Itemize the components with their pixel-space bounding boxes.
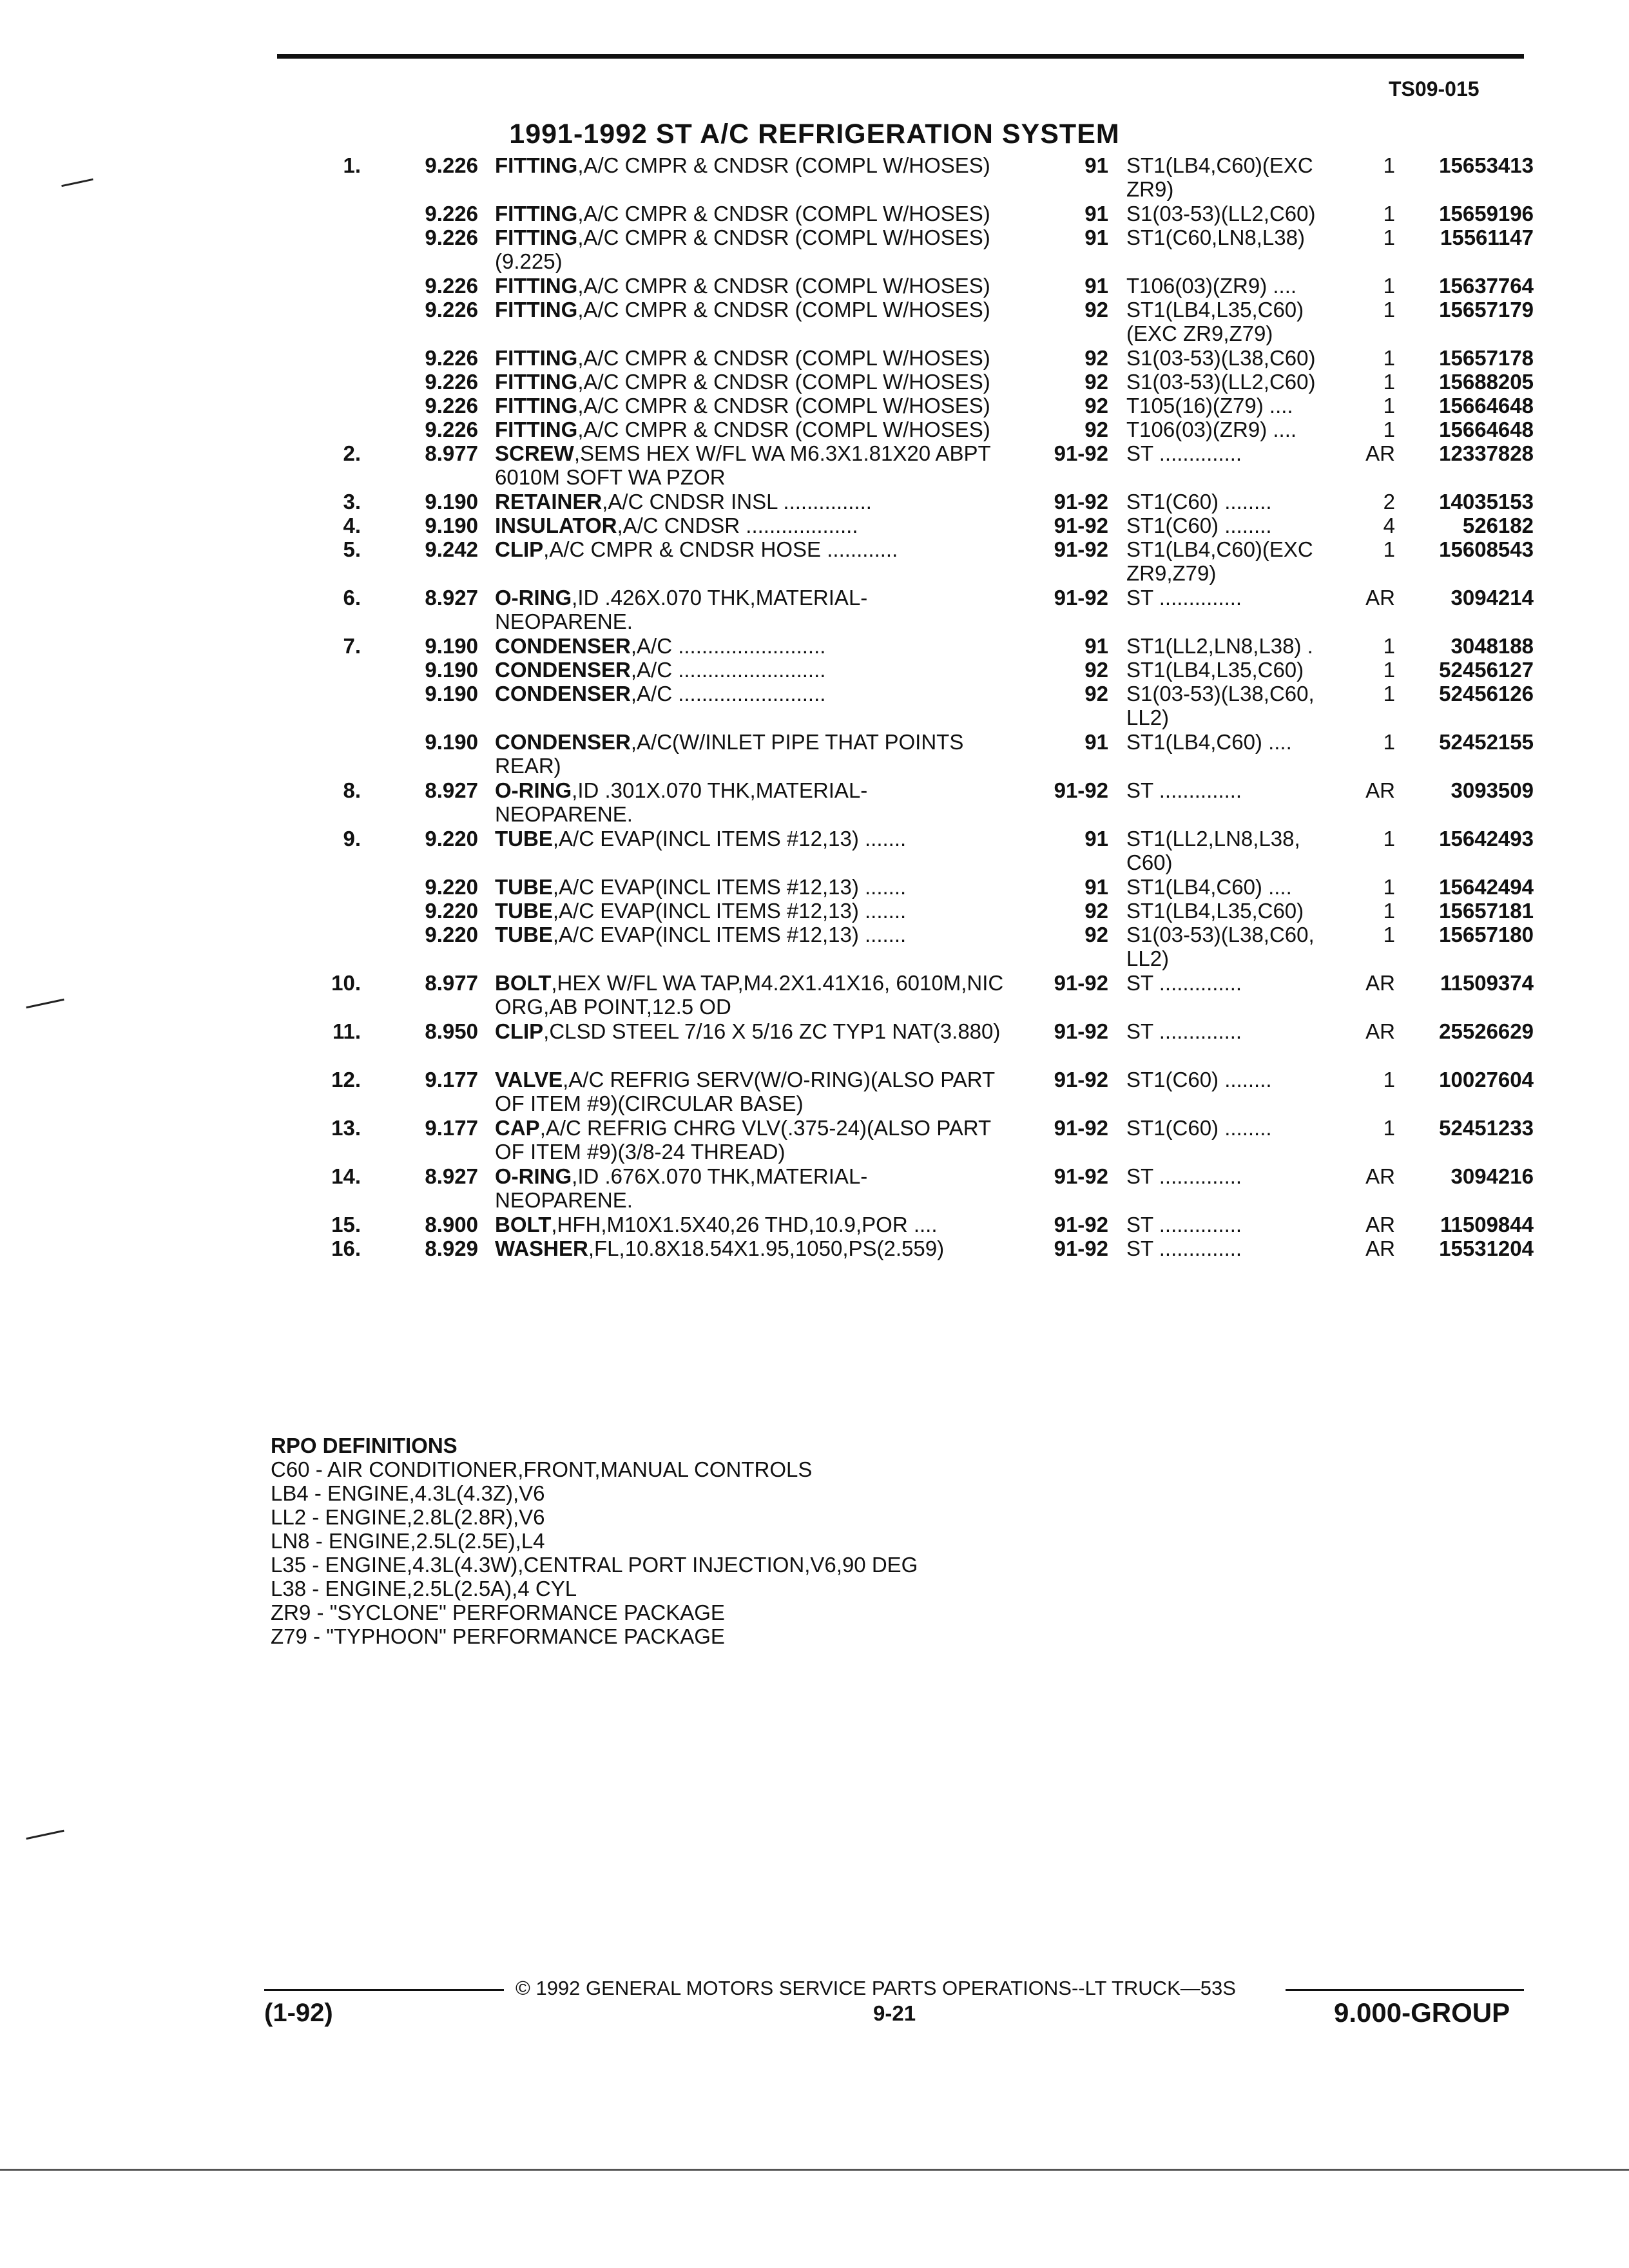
item-number: 15. xyxy=(331,1213,361,1236)
part-spec: ,A/C ......................... xyxy=(630,634,826,658)
part-description xyxy=(495,537,1010,561)
quantity: AR xyxy=(1365,1213,1395,1236)
part-number: 526182 xyxy=(1462,514,1534,537)
group-number: 8.927 xyxy=(425,1164,478,1188)
group-number: 9.190 xyxy=(425,634,478,658)
group-number: 9.190 xyxy=(425,730,478,754)
application: ST .............. xyxy=(1126,778,1242,802)
quantity: AR xyxy=(1365,971,1395,995)
footer-group: 9.000-GROUP xyxy=(1334,1997,1510,2028)
application: T105(16)(Z79) .... xyxy=(1126,394,1293,418)
quantity: 1 xyxy=(1383,202,1395,226)
application: S1(03-53)(LL2,C60) xyxy=(1126,202,1316,226)
group-number: 8.977 xyxy=(425,441,478,465)
group-number: 9.226 xyxy=(425,153,478,177)
model-year: 91-92 xyxy=(1054,1236,1108,1260)
quantity: 1 xyxy=(1383,153,1395,177)
part-spec: ,A/C CMPR & CNDSR (COMPL W/HOSES) xyxy=(577,370,990,394)
part-number: 3094216 xyxy=(1451,1164,1534,1188)
part-name: CONDENSER xyxy=(495,682,631,706)
quantity: 1 xyxy=(1383,1068,1395,1091)
part-name: CLIP xyxy=(495,537,544,561)
part-description xyxy=(495,923,1010,947)
group-number: 9.242 xyxy=(425,537,478,561)
top-rule xyxy=(277,54,1524,59)
part-description xyxy=(495,418,1010,441)
group-number: 8.900 xyxy=(425,1213,478,1236)
part-spec: ,SEMS HEX W/FL WA M6.3X1.81X20 ABPT 6010M SOFT WA PZOR xyxy=(495,441,991,489)
application: S1(03-53)(L38,C60, LL2) xyxy=(1126,682,1315,729)
quantity: 1 xyxy=(1383,537,1395,561)
model-year: 92 xyxy=(1084,370,1108,394)
part-name: FITTING xyxy=(495,153,578,177)
item-number: 11. xyxy=(332,1019,361,1043)
model-year: 91-92 xyxy=(1054,971,1108,995)
part-name: FITTING xyxy=(495,370,578,394)
part-number: 15561147 xyxy=(1440,226,1534,249)
application: ST1(LL2,LN8,L38, C60) xyxy=(1126,827,1300,874)
part-description xyxy=(495,1116,1010,1164)
part-spec: ,A/C CMPR & CNDSR (COMPL W/HOSES) xyxy=(577,298,990,322)
model-year: 91-92 xyxy=(1054,441,1108,465)
part-name: FITTING xyxy=(495,298,578,322)
group-number: 8.929 xyxy=(425,1236,478,1260)
group-number: 9.190 xyxy=(425,514,478,537)
part-description xyxy=(495,634,1010,658)
quantity: AR xyxy=(1365,1164,1395,1188)
part-description xyxy=(495,778,1010,826)
model-year: 91-92 xyxy=(1054,1164,1108,1188)
item-number: 4. xyxy=(343,514,361,537)
part-number: 11509374 xyxy=(1440,971,1534,995)
item-number: 13. xyxy=(331,1116,361,1140)
item-number: 5. xyxy=(343,537,361,561)
part-name: SCREW xyxy=(495,441,574,465)
part-number: 52452155 xyxy=(1439,730,1534,754)
part-name: FITTING xyxy=(495,226,578,249)
application: ST1(LB4,L35,C60) xyxy=(1126,658,1304,682)
part-description xyxy=(495,1019,1010,1043)
rpo-line: L35 - ENGINE,4.3L(4.3W),CENTRAL PORT INJECTION,V6,90 DEG xyxy=(271,1553,918,1577)
quantity: AR xyxy=(1365,441,1395,465)
model-year: 92 xyxy=(1084,658,1108,682)
part-number: 3048188 xyxy=(1451,634,1534,658)
application: ST .............. xyxy=(1126,1236,1242,1260)
model-year: 91-92 xyxy=(1054,1068,1108,1091)
part-number: 52456127 xyxy=(1439,658,1534,682)
rpo-line: LN8 - ENGINE,2.5L(2.5E),L4 xyxy=(271,1529,545,1553)
item-number: 3. xyxy=(343,490,361,514)
group-number: 9.226 xyxy=(425,394,478,418)
part-number: 25526629 xyxy=(1439,1019,1534,1043)
model-year: 92 xyxy=(1084,394,1108,418)
part-description xyxy=(495,346,1010,370)
part-name: FITTING xyxy=(495,274,578,298)
part-name: TUBE xyxy=(495,827,553,850)
part-number: 15659196 xyxy=(1439,202,1534,226)
part-number: 15657178 xyxy=(1439,346,1534,370)
part-number: 10027604 xyxy=(1439,1068,1534,1091)
model-year: 92 xyxy=(1084,346,1108,370)
application: ST1(C60) ........ xyxy=(1126,490,1272,514)
part-number: 14035153 xyxy=(1439,490,1534,514)
part-spec: ,A/C CMPR & CNDSR (COMPL W/HOSES)(9.225) xyxy=(495,226,990,273)
part-spec: ,A/C CMPR & CNDSR (COMPL W/HOSES) xyxy=(577,346,990,370)
quantity: 1 xyxy=(1383,730,1395,754)
part-spec: ,HEX W/FL WA TAP,M4.2X1.41X16, 6010M,NIC ORG,AB POINT,12.5 OD xyxy=(495,971,1004,1019)
quantity: 4 xyxy=(1383,514,1395,537)
quantity: 1 xyxy=(1383,899,1395,923)
part-description xyxy=(495,899,1010,923)
item-number: 6. xyxy=(343,586,361,610)
quantity: AR xyxy=(1365,586,1395,610)
model-year: 91-92 xyxy=(1054,514,1108,537)
part-spec: ,A/C EVAP(INCL ITEMS #12,13) ....... xyxy=(552,875,907,899)
model-year: 91 xyxy=(1084,730,1108,754)
model-year: 91 xyxy=(1084,634,1108,658)
application: ST .............. xyxy=(1126,1019,1242,1043)
group-number: 8.927 xyxy=(425,778,478,802)
application: ST1(C60) ........ xyxy=(1126,1116,1272,1140)
quantity: 1 xyxy=(1383,875,1395,899)
rpo-line: ZR9 - "SYCLONE" PERFORMANCE PACKAGE xyxy=(271,1600,725,1624)
part-description xyxy=(495,274,1010,298)
application: ST .............. xyxy=(1126,1164,1242,1188)
part-number: 15664648 xyxy=(1439,418,1534,441)
part-name: CONDENSER xyxy=(495,634,631,658)
rpo-definitions xyxy=(271,1434,918,1648)
part-description xyxy=(495,1236,1010,1260)
part-spec: ,A/C CMPR & CNDSR (COMPL W/HOSES) xyxy=(577,394,990,418)
quantity: 1 xyxy=(1383,274,1395,298)
model-year: 91 xyxy=(1084,153,1108,177)
part-name: RETAINER xyxy=(495,490,602,514)
rpo-line: C60 - AIR CONDITIONER,FRONT,MANUAL CONTROLS xyxy=(271,1457,813,1481)
part-description xyxy=(495,441,1010,489)
part-spec: ,CLSD STEEL 7/16 X 5/16 ZC TYP1 NAT(3.880) xyxy=(543,1019,1001,1043)
model-year: 91-92 xyxy=(1054,1213,1108,1236)
application: T106(03)(ZR9) .... xyxy=(1126,418,1297,441)
quantity: 1 xyxy=(1383,394,1395,418)
model-year: 91-92 xyxy=(1054,490,1108,514)
part-number: 12337828 xyxy=(1439,441,1534,465)
part-description xyxy=(495,490,1010,514)
footer-date: (1-92) xyxy=(264,1999,333,2027)
footer-rule-right xyxy=(1286,1989,1524,1991)
group-number: 9.220 xyxy=(425,875,478,899)
group-number: 9.226 xyxy=(425,370,478,394)
quantity: AR xyxy=(1365,1019,1395,1043)
part-name: FITTING xyxy=(495,202,578,226)
part-description xyxy=(495,658,1010,682)
group-number: 9.226 xyxy=(425,226,478,249)
item-number: 1. xyxy=(343,153,361,177)
group-number: 9.226 xyxy=(425,346,478,370)
rpo-heading: RPO DEFINITIONS xyxy=(271,1434,458,1457)
part-description xyxy=(495,298,1010,322)
part-spec: ,ID .301X.070 THK,MATERIAL- NEOPARENE. xyxy=(495,778,868,826)
scan-mark xyxy=(26,999,64,1008)
part-description xyxy=(495,394,1010,418)
group-number: 9.226 xyxy=(425,298,478,322)
application: T106(03)(ZR9) .... xyxy=(1126,274,1297,298)
part-description xyxy=(495,827,1010,850)
part-description xyxy=(495,586,1010,633)
part-number: 15608543 xyxy=(1439,537,1534,561)
model-year: 92 xyxy=(1084,418,1108,441)
part-spec: ,A/C CMPR & CNDSR (COMPL W/HOSES) xyxy=(577,274,990,298)
page-title: 1991-1992 ST A/C REFRIGERATION SYSTEM xyxy=(509,119,1120,149)
group-number: 9.190 xyxy=(425,658,478,682)
application: ST1(LB4,L35,C60) xyxy=(1126,899,1304,923)
application: ST1(LB4,C60) .... xyxy=(1126,875,1292,899)
quantity: 1 xyxy=(1383,346,1395,370)
part-number: 11509844 xyxy=(1440,1213,1534,1236)
part-number: 52451233 xyxy=(1439,1116,1534,1140)
group-number: 9.190 xyxy=(425,490,478,514)
group-number: 9.226 xyxy=(425,274,478,298)
part-spec: ,A/C CNDSR ................... xyxy=(617,514,858,537)
part-spec: ,A/C EVAP(INCL ITEMS #12,13) ....... xyxy=(552,899,907,923)
part-name: CONDENSER xyxy=(495,658,631,682)
rpo-line: Z79 - "TYPHOON" PERFORMANCE PACKAGE xyxy=(271,1624,725,1648)
application: ST1(LB4,C60) .... xyxy=(1126,730,1292,754)
part-spec: ,A/C CMPR & CNDSR (COMPL W/HOSES) xyxy=(577,202,990,226)
model-year: 91 xyxy=(1084,202,1108,226)
part-name: INSULATOR xyxy=(495,514,617,537)
group-number: 9.220 xyxy=(425,923,478,947)
item-number: 9. xyxy=(343,827,361,850)
part-number: 52456126 xyxy=(1439,682,1534,706)
group-number: 9.177 xyxy=(425,1116,478,1140)
part-name: FITTING xyxy=(495,418,578,441)
part-spec: ,A/C EVAP(INCL ITEMS #12,13) ....... xyxy=(552,827,907,850)
application: S1(03-53)(LL2,C60) xyxy=(1126,370,1316,394)
part-number: 15657181 xyxy=(1439,899,1534,923)
item-number: 14. xyxy=(331,1164,361,1188)
group-number: 9.226 xyxy=(425,418,478,441)
scan-mark xyxy=(61,178,93,187)
part-spec: ,A/C REFRIG SERV(W/O-RING)(ALSO PART OF ITEM #9)(CIRCULAR BASE) xyxy=(495,1068,995,1115)
item-number: 16. xyxy=(331,1236,361,1260)
part-name: VALVE xyxy=(495,1068,563,1091)
part-description xyxy=(495,226,1010,273)
group-number: 9.226 xyxy=(425,202,478,226)
application: ST1(C60) ........ xyxy=(1126,514,1272,537)
item-number: 12. xyxy=(331,1068,361,1091)
part-description xyxy=(495,153,1010,177)
part-name: TUBE xyxy=(495,923,553,947)
model-year: 91-92 xyxy=(1054,586,1108,610)
model-year: 91 xyxy=(1084,226,1108,249)
application: ST .............. xyxy=(1126,1213,1242,1236)
application: ST1(LB4,C60)(EXC ZR9,Z79) xyxy=(1126,537,1313,585)
group-number: 8.950 xyxy=(425,1019,478,1043)
part-name: O-RING xyxy=(495,1164,572,1188)
rpo-line: LB4 - ENGINE,4.3L(4.3Z),V6 xyxy=(271,1481,545,1505)
part-description xyxy=(495,1068,1010,1115)
application: ST .............. xyxy=(1126,441,1242,465)
item-number: 8. xyxy=(343,778,361,802)
model-year: 92 xyxy=(1084,899,1108,923)
model-year: 91 xyxy=(1084,875,1108,899)
part-spec: ,A/C ......................... xyxy=(630,658,826,682)
part-spec: ,FL,10.8X18.54X1.95,1050,PS(2.559) xyxy=(588,1236,945,1260)
footer-copyright: © 1992 GENERAL MOTORS SERVICE PARTS OPERATIONS--LT TRUCK—53S xyxy=(516,1977,1236,1999)
application: ST .............. xyxy=(1126,586,1242,610)
quantity: 1 xyxy=(1383,634,1395,658)
model-year: 92 xyxy=(1084,682,1108,706)
item-number: 7. xyxy=(343,634,361,658)
part-number: 3093509 xyxy=(1451,778,1534,802)
quantity: 1 xyxy=(1383,923,1395,947)
model-year: 91-92 xyxy=(1054,537,1108,561)
rpo-line: LL2 - ENGINE,2.8L(2.8R),V6 xyxy=(271,1505,545,1529)
part-name: BOLT xyxy=(495,971,552,995)
part-spec: ,ID .676X.070 THK,MATERIAL- NEOPARENE. xyxy=(495,1164,868,1212)
part-spec: ,A/C CMPR & CNDSR HOSE ............ xyxy=(543,537,898,561)
model-year: 91 xyxy=(1084,827,1108,850)
group-number: 8.977 xyxy=(425,971,478,995)
part-description xyxy=(495,1213,1010,1236)
quantity: 2 xyxy=(1383,490,1395,514)
application: ST1(LB4,L35,C60) (EXC ZR9,Z79) xyxy=(1126,298,1304,345)
part-description xyxy=(495,202,1010,226)
item-number: 2. xyxy=(343,441,361,465)
page-number: 9-21 xyxy=(873,2001,916,2025)
part-description xyxy=(495,370,1010,394)
application: S1(03-53)(L38,C60) xyxy=(1126,346,1316,370)
part-name: WASHER xyxy=(495,1236,588,1260)
model-year: 91-92 xyxy=(1054,1019,1108,1043)
rpo-line: L38 - ENGINE,2.5L(2.5A),4 CYL xyxy=(271,1577,577,1600)
part-description xyxy=(495,514,1010,537)
application: ST .............. xyxy=(1126,971,1242,995)
quantity: 1 xyxy=(1383,1116,1395,1140)
part-description xyxy=(495,971,1010,1019)
part-spec: ,A/C EVAP(INCL ITEMS #12,13) ....... xyxy=(552,923,907,947)
group-number: 9.190 xyxy=(425,682,478,706)
quantity: 1 xyxy=(1383,370,1395,394)
group-number: 9.220 xyxy=(425,827,478,850)
part-number: 15531204 xyxy=(1439,1236,1534,1260)
part-spec: ,A/C CMPR & CNDSR (COMPL W/HOSES) xyxy=(577,153,990,177)
application: ST1(LL2,LN8,L38) . xyxy=(1126,634,1313,658)
application: ST1(LB4,C60)(EXC ZR9) xyxy=(1126,153,1313,201)
part-name: TUBE xyxy=(495,875,553,899)
scan-mark xyxy=(26,1830,64,1840)
quantity: 1 xyxy=(1383,682,1395,706)
part-spec: ,ID .426X.070 THK,MATERIAL- NEOPARENE. xyxy=(495,586,868,633)
part-spec: ,A/C CNDSR INSL ............... xyxy=(602,490,872,514)
part-name: CONDENSER xyxy=(495,730,631,754)
quantity: 1 xyxy=(1383,827,1395,850)
quantity: AR xyxy=(1365,1236,1395,1260)
item-number: 10. xyxy=(331,971,361,995)
part-number: 15657180 xyxy=(1439,923,1534,947)
model-year: 91-92 xyxy=(1054,778,1108,802)
model-year: 91-92 xyxy=(1054,1116,1108,1140)
model-year: 91 xyxy=(1084,274,1108,298)
part-description xyxy=(495,1164,1010,1212)
footer-rule-left xyxy=(264,1989,504,1991)
document-id: TS09-015 xyxy=(1389,77,1480,101)
application: S1(03-53)(L38,C60, LL2) xyxy=(1126,923,1315,970)
part-number: 15688205 xyxy=(1439,370,1534,394)
group-number: 9.220 xyxy=(425,899,478,923)
part-name: CLIP xyxy=(495,1019,544,1043)
part-spec: ,A/C(W/INLET PIPE THAT POINTS REAR) xyxy=(495,730,964,778)
part-description xyxy=(495,875,1010,899)
part-name: BOLT xyxy=(495,1213,552,1236)
part-name: FITTING xyxy=(495,346,578,370)
part-name: CAP xyxy=(495,1116,540,1140)
part-name: O-RING xyxy=(495,586,572,610)
part-number: 15642493 xyxy=(1439,827,1534,850)
application: ST1(C60,LN8,L38) xyxy=(1126,226,1305,249)
part-number: 3094214 xyxy=(1451,586,1534,610)
part-spec: ,A/C REFRIG CHRG VLV(.375-24)(ALSO PART OF ITEM #9)(3/8-24 THREAD) xyxy=(495,1116,991,1164)
group-number: 8.927 xyxy=(425,586,478,610)
part-description xyxy=(495,682,1010,706)
part-name: TUBE xyxy=(495,899,553,923)
application: ST1(C60) ........ xyxy=(1126,1068,1272,1091)
group-number: 9.177 xyxy=(425,1068,478,1091)
scan-edge-line xyxy=(0,2169,1629,2171)
quantity: AR xyxy=(1365,778,1395,802)
part-description xyxy=(495,730,1010,778)
part-number: 15642494 xyxy=(1439,875,1534,899)
part-number: 15637764 xyxy=(1439,274,1534,298)
part-spec: ,HFH,M10X1.5X40,26 THD,10.9,POR .... xyxy=(551,1213,938,1236)
part-number: 15664648 xyxy=(1439,394,1534,418)
model-year: 92 xyxy=(1084,298,1108,322)
part-number: 15653413 xyxy=(1439,153,1534,177)
part-name: O-RING xyxy=(495,778,572,802)
quantity: 1 xyxy=(1383,298,1395,322)
quantity: 1 xyxy=(1383,226,1395,249)
quantity: 1 xyxy=(1383,418,1395,441)
part-spec: ,A/C ......................... xyxy=(630,682,826,706)
quantity: 1 xyxy=(1383,658,1395,682)
part-number: 15657179 xyxy=(1439,298,1534,322)
part-name: FITTING xyxy=(495,394,578,418)
model-year: 92 xyxy=(1084,923,1108,947)
part-spec: ,A/C CMPR & CNDSR (COMPL W/HOSES) xyxy=(577,418,990,441)
